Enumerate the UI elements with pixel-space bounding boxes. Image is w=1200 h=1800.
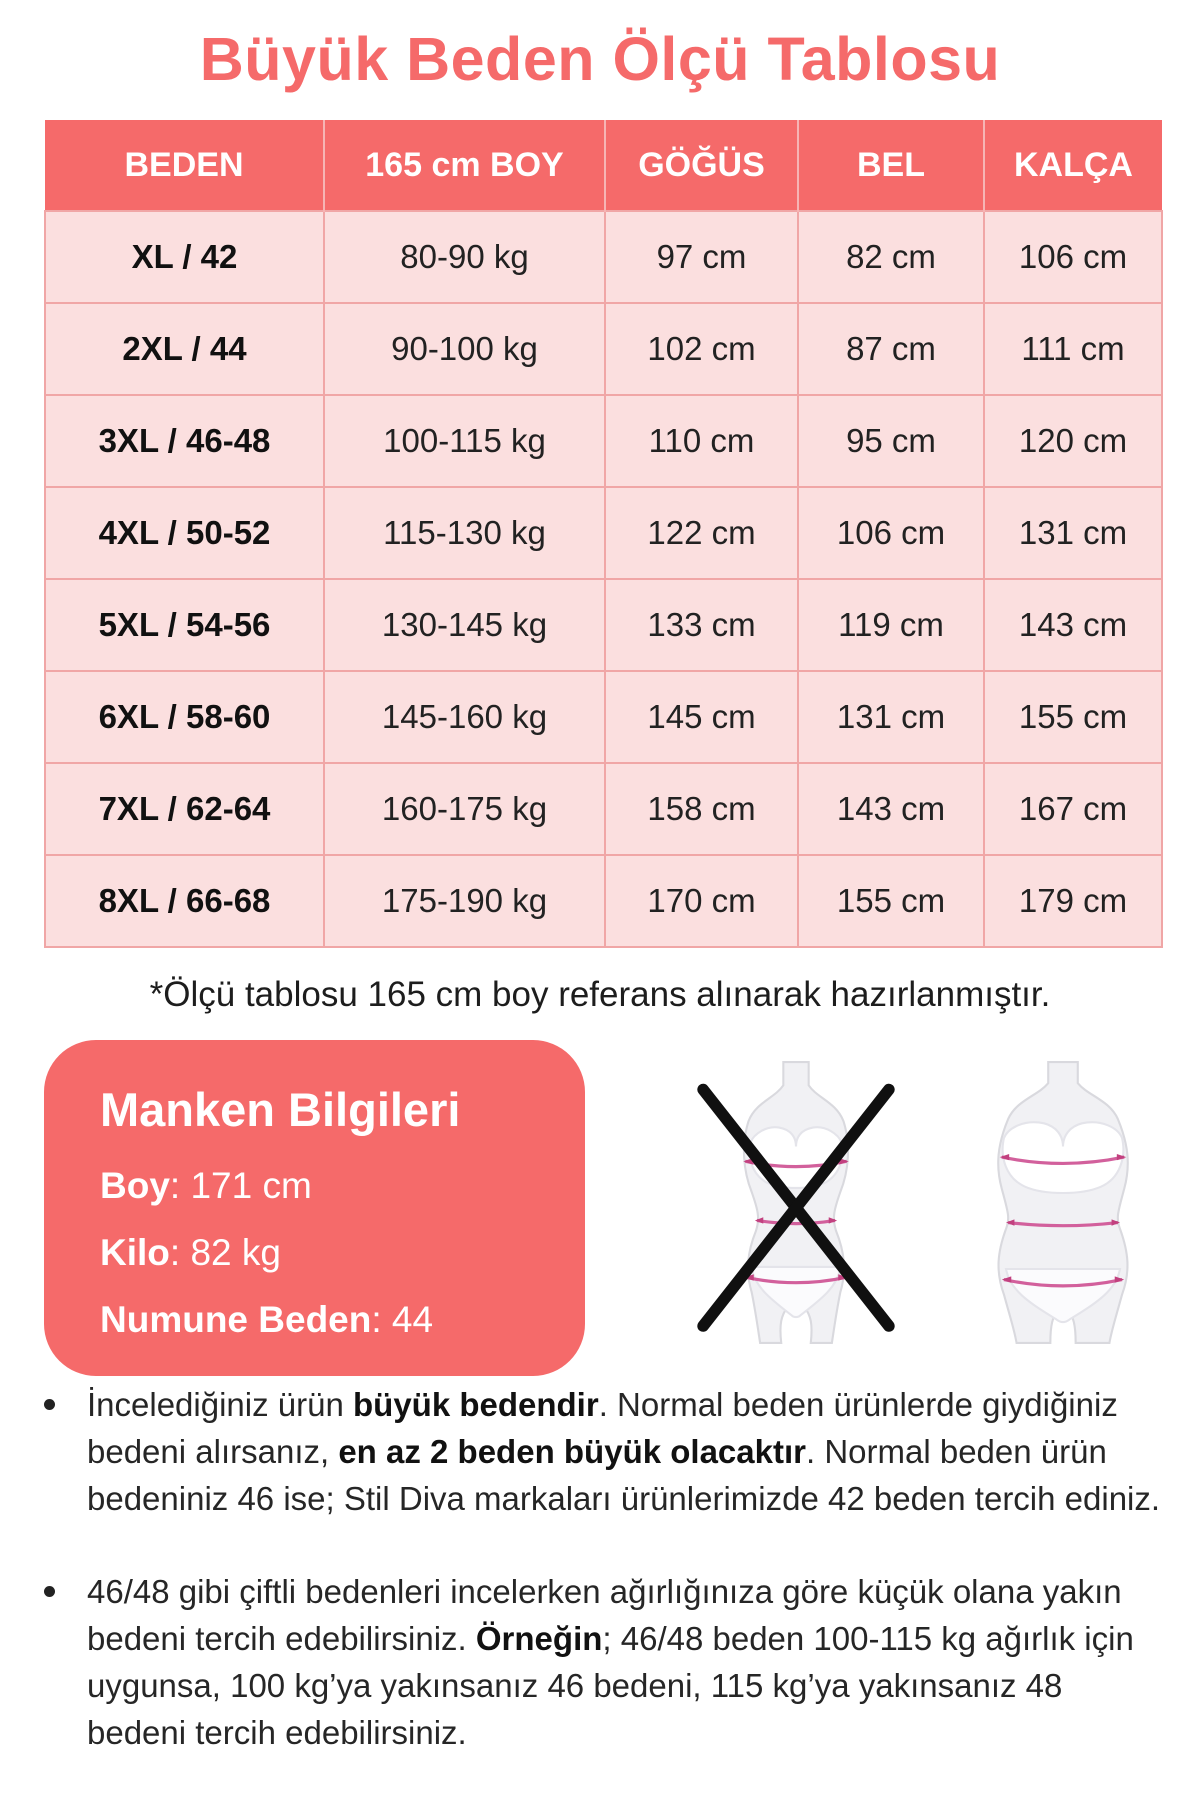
size-label-cell: 8XL / 66-68 <box>45 855 324 947</box>
size-table-body <box>45 211 1162 947</box>
measure-cell: 130-145 kg <box>324 579 605 671</box>
measure-cell: 106 cm <box>798 487 984 579</box>
column-header: BEDEN <box>45 120 324 211</box>
measure-cell: 122 cm <box>605 487 798 579</box>
measure-cell: 97 cm <box>605 211 798 303</box>
model-info-title: Manken Bilgileri <box>100 1083 461 1136</box>
size-label-cell: 7XL / 62-64 <box>45 763 324 855</box>
size-label-cell: 3XL / 46-48 <box>45 395 324 487</box>
measure-cell: 87 cm <box>798 303 984 395</box>
reference-note: *Ölçü tablosu 165 cm boy referans alınarak hazırlanmıştır. <box>149 975 1051 1014</box>
info-bullet: İncelediğiniz ürün büyük bedendir. Normal beden ürünlerde giydiğiniz bedeni alırsanız, en az 2 beden büyük olacaktır. Normal beden ürün bedeniniz 46 ise; Stil Diva markaları ürünlerimizde 42 beden tercih ediniz. <box>40 1381 1170 1522</box>
table-row <box>45 855 1162 947</box>
measure-cell: 133 cm <box>605 579 798 671</box>
column-header: KALÇA <box>984 120 1162 211</box>
size-label-cell: 5XL / 54-56 <box>45 579 324 671</box>
info-bullet: 46/48 gibi çiftli bedenleri incelerken ağırlığınıza göre küçük olana yakın bedeni tercih edebilirsiniz. Örneğin; 46/48 beden 100-115 kg ağırlık için uygunsa, 100 kg’ya yakınsanız 46 bedeni, 115 kg’ya yakınsanız 48 bedeni tercih edebilirsiniz. <box>40 1568 1170 1756</box>
model-info-line: Numune Beden: 44 <box>100 1299 434 1340</box>
measure-cell: 120 cm <box>984 395 1162 487</box>
measure-cell: 80-90 kg <box>324 211 605 303</box>
measure-cell: 119 cm <box>798 579 984 671</box>
model-info-lines <box>100 1165 565 1341</box>
model-info-box <box>44 1040 585 1376</box>
table-row <box>45 487 1162 579</box>
size-table-header-row <box>45 120 1162 211</box>
bullet-dot-icon <box>44 1586 55 1597</box>
measure-cell: 131 cm <box>798 671 984 763</box>
measure-cell: 158 cm <box>605 763 798 855</box>
measure-cell: 115-130 kg <box>324 487 605 579</box>
table-row <box>45 671 1162 763</box>
table-row <box>45 211 1162 303</box>
size-label-cell: 6XL / 58-60 <box>45 671 324 763</box>
table-row <box>45 763 1162 855</box>
measure-cell: 145-160 kg <box>324 671 605 763</box>
size-table <box>44 120 1163 948</box>
measure-cell: 167 cm <box>984 763 1162 855</box>
table-row <box>45 579 1162 671</box>
size-label-cell: XL / 42 <box>45 211 324 303</box>
measure-cell: 100-115 kg <box>324 395 605 487</box>
measure-cell: 160-175 kg <box>324 763 605 855</box>
measure-cell: 111 cm <box>984 303 1162 395</box>
measure-cell: 90-100 kg <box>324 303 605 395</box>
measure-cell: 179 cm <box>984 855 1162 947</box>
measure-cell: 155 cm <box>798 855 984 947</box>
model-info-line: Kilo: 82 kg <box>100 1232 281 1273</box>
measure-cell: 175-190 kg <box>324 855 605 947</box>
measure-cell: 131 cm <box>984 487 1162 579</box>
measure-cell: 170 cm <box>605 855 798 947</box>
size-label-cell: 4XL / 50-52 <box>45 487 324 579</box>
measure-cell: 82 cm <box>798 211 984 303</box>
measure-cell: 145 cm <box>605 671 798 763</box>
measure-cell: 95 cm <box>798 395 984 487</box>
info-bullet-list <box>40 1381 1170 1800</box>
measure-cell: 143 cm <box>798 763 984 855</box>
model-info-line: Boy: 171 cm <box>100 1165 312 1206</box>
measure-cell: 102 cm <box>605 303 798 395</box>
bullet-dot-icon <box>44 1399 55 1410</box>
measure-cell: 106 cm <box>984 211 1162 303</box>
column-header: 165 cm BOY <box>324 120 605 211</box>
page-title: Büyük Beden Ölçü Tablosu <box>199 25 1001 93</box>
measure-cell: 110 cm <box>605 395 798 487</box>
measure-cell: 143 cm <box>984 579 1162 671</box>
measure-cell: 155 cm <box>984 671 1162 763</box>
size-label-cell: 2XL / 44 <box>45 303 324 395</box>
plus-size-body-icon <box>957 1060 1169 1345</box>
column-header: BEL <box>798 120 984 211</box>
table-row <box>45 303 1162 395</box>
column-header: GÖĞÜS <box>605 120 798 211</box>
table-row <box>45 395 1162 487</box>
slim-body-crossed-icon <box>690 1060 902 1345</box>
body-figures <box>690 1060 1169 1345</box>
